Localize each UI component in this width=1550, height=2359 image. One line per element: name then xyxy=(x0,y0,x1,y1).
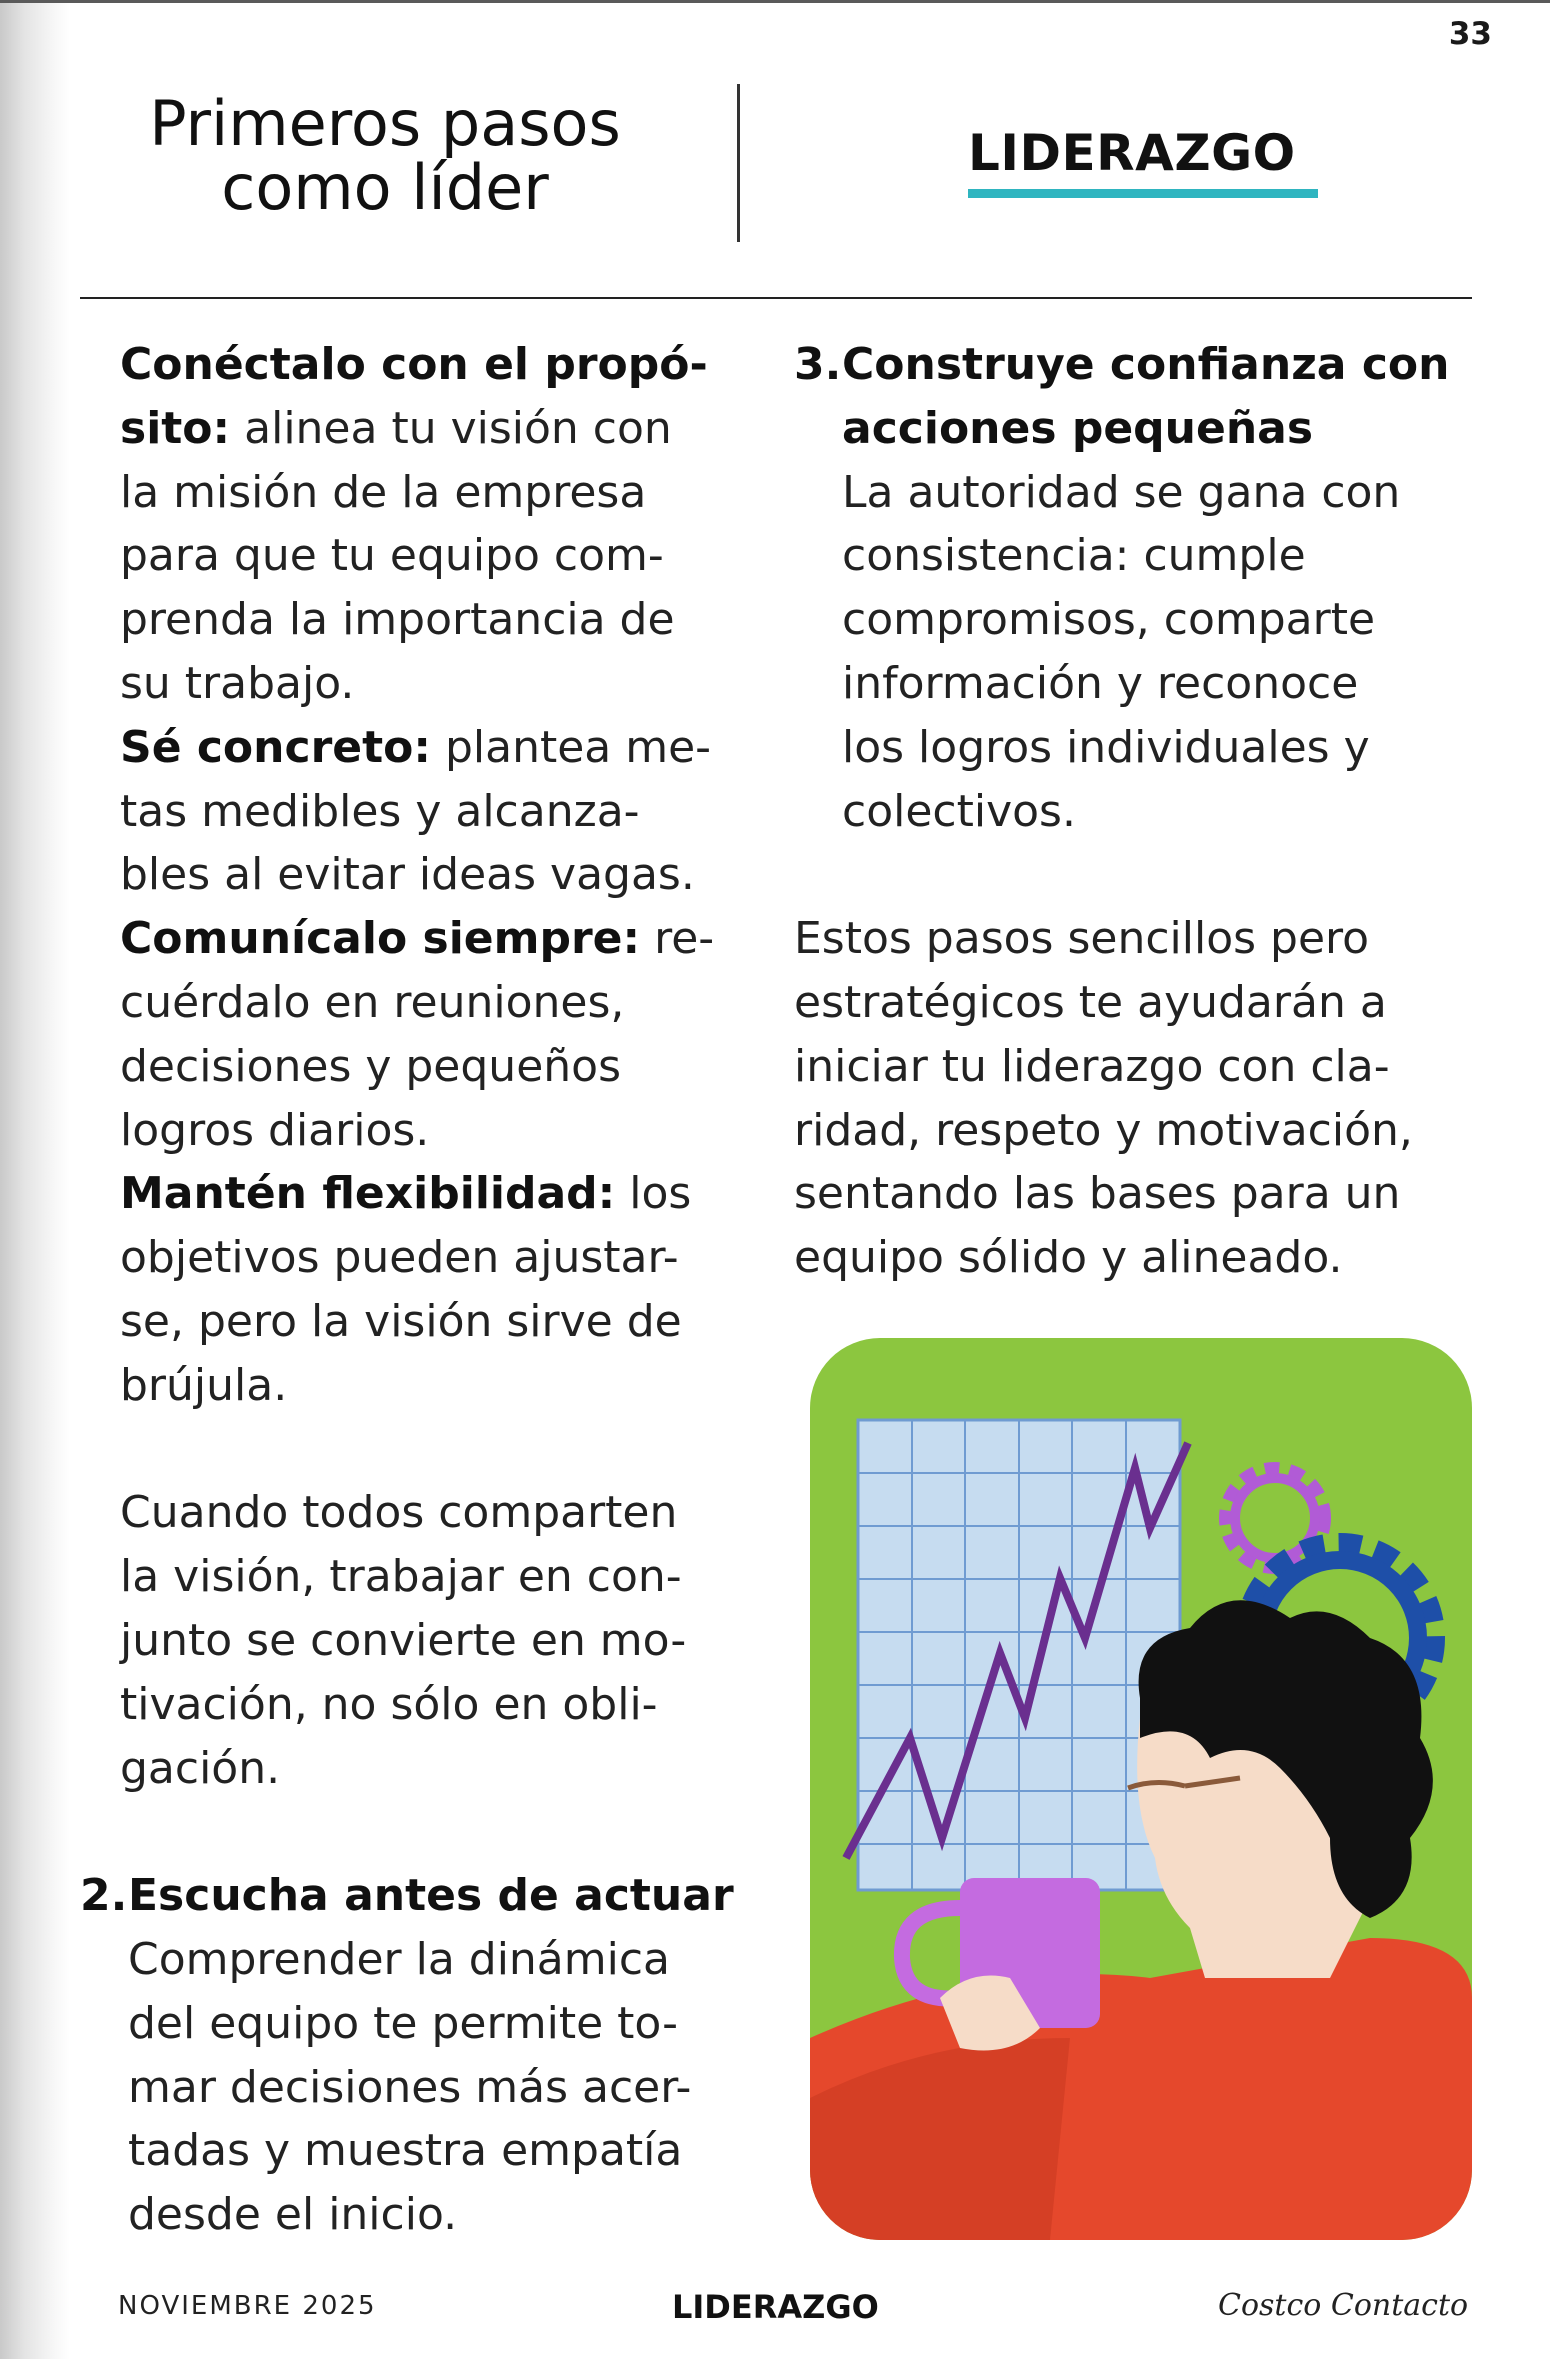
body-line: Estos pasos sencillos pero xyxy=(794,913,1370,965)
body-line xyxy=(120,1609,760,1673)
line-text: gación. xyxy=(120,1742,281,1794)
body-line xyxy=(120,1354,760,1418)
step-heading xyxy=(80,1864,760,1928)
article-title-line: como líder xyxy=(221,151,549,224)
line-text: prenda la importancia de xyxy=(120,594,675,646)
header-divider xyxy=(737,84,740,242)
footer-date: NOVIEMBRE 2025 xyxy=(118,2291,377,2321)
right-column xyxy=(794,333,1484,1290)
line-text: tivación, no sólo en obli- xyxy=(120,1678,658,1730)
bold-lead: Comunícalo siempre: xyxy=(120,913,641,965)
body-line: desde el inicio. xyxy=(128,2189,458,2241)
header-rule xyxy=(80,297,1472,299)
body-line xyxy=(120,1290,760,1354)
body-line xyxy=(120,652,760,716)
article-title xyxy=(100,87,670,224)
body-line: equipo sólido y alineado. xyxy=(794,1232,1343,1284)
body-line xyxy=(120,716,760,780)
bold-lead: Conéctalo con el propó- xyxy=(120,339,708,390)
body-line xyxy=(120,1481,760,1545)
step-number: 3. xyxy=(794,339,842,390)
article-title-line: Primeros pasos xyxy=(149,87,621,160)
page-spine-shadow xyxy=(0,0,70,2359)
body-line xyxy=(120,907,760,971)
body-line: estratégicos te ayudarán a xyxy=(794,976,1387,1028)
body-line xyxy=(120,780,760,844)
line-text: objetivos pueden ajustar- xyxy=(120,1232,679,1284)
body-line: del equipo te permite to- xyxy=(128,1997,679,2049)
top-edge-line xyxy=(0,0,1550,3)
closing-paragraph xyxy=(794,907,1484,1290)
body-line xyxy=(120,843,760,907)
line-text: la visión, trabajar en con- xyxy=(120,1551,682,1603)
body-line xyxy=(120,588,760,652)
line-text: bles al evitar ideas vagas. xyxy=(120,849,695,901)
line-text: para que tu equipo com- xyxy=(120,530,664,582)
line-text: se, pero la visión sirve de xyxy=(120,1295,682,1347)
line-text: brújula. xyxy=(120,1359,288,1411)
body-line: La autoridad se gana con xyxy=(842,466,1401,518)
step-title: Construye confianza con xyxy=(842,339,1450,390)
body-line: consistencia: cumple xyxy=(842,530,1306,582)
step-number: 2. xyxy=(80,1870,128,1922)
line-text: plantea me- xyxy=(430,721,712,773)
body-line: iniciar tu liderazgo con cla- xyxy=(794,1040,1390,1092)
step-body xyxy=(794,461,1484,844)
line-text: su trabajo. xyxy=(120,657,355,709)
body-line xyxy=(120,333,760,397)
line-text: alinea tu visión con xyxy=(230,402,672,454)
body-line xyxy=(120,397,760,461)
body-line: tadas y muestra empatía xyxy=(128,2125,683,2177)
body-line: compromisos, comparte xyxy=(842,594,1376,646)
line-text: los xyxy=(615,1168,692,1220)
body-line xyxy=(120,1099,760,1163)
body-line: colectivos. xyxy=(842,785,1076,837)
section-label: LIDERAZGO xyxy=(968,124,1296,182)
line-text: Cuando todos comparten xyxy=(120,1487,678,1539)
spacer xyxy=(120,1800,760,1864)
line-text: decisiones y pequeños xyxy=(120,1040,621,1092)
body-line: sentando las bases para un xyxy=(794,1168,1401,1220)
line-text: junto se convierte en mo- xyxy=(120,1614,687,1666)
body-line xyxy=(120,1673,760,1737)
line-text: logros diarios. xyxy=(120,1104,430,1156)
body-line xyxy=(120,1545,760,1609)
step-body xyxy=(80,1928,760,2247)
line-text: re- xyxy=(640,913,715,965)
bold-lead: sito: xyxy=(120,402,231,454)
step-title: Escucha antes de actuar xyxy=(128,1870,734,1922)
body-line xyxy=(120,1737,760,1801)
step-title: acciones pequeñas xyxy=(842,402,1314,454)
footer-brand: Costco Contacto xyxy=(1218,2288,1469,2323)
body-line: información y reconoce xyxy=(842,657,1359,709)
step-2 xyxy=(80,1864,760,2247)
left-column-text xyxy=(120,333,760,1800)
section-underline xyxy=(968,189,1318,198)
body-line xyxy=(120,1035,760,1099)
body-line: Comprender la dinámica xyxy=(128,1933,671,1985)
body-line: mar decisiones más acer- xyxy=(128,2061,692,2113)
line-text: cuérdalo en reuniones, xyxy=(120,976,625,1028)
leader-growth-illustration xyxy=(810,1338,1472,2240)
body-line: los logros individuales y xyxy=(842,721,1370,773)
footer-section: LIDERAZGO xyxy=(672,2288,879,2326)
step-heading xyxy=(794,333,1484,461)
body-line xyxy=(120,1418,760,1482)
line-text: tas medibles y alcanza- xyxy=(120,785,640,837)
bold-lead: Mantén flexibilidad: xyxy=(120,1168,616,1220)
step-3 xyxy=(794,333,1484,843)
bold-lead: Sé concreto: xyxy=(120,721,431,773)
body-line xyxy=(120,524,760,588)
page-number: 33 xyxy=(1448,16,1492,52)
body-line xyxy=(120,1162,760,1226)
line-text: la misión de la empresa xyxy=(120,466,647,518)
body-line xyxy=(120,461,760,525)
body-line: ridad, respeto y motivación, xyxy=(794,1104,1413,1156)
body-line xyxy=(120,1226,760,1290)
left-column xyxy=(80,333,760,2247)
body-line xyxy=(120,971,760,1035)
spacer xyxy=(794,843,1484,907)
